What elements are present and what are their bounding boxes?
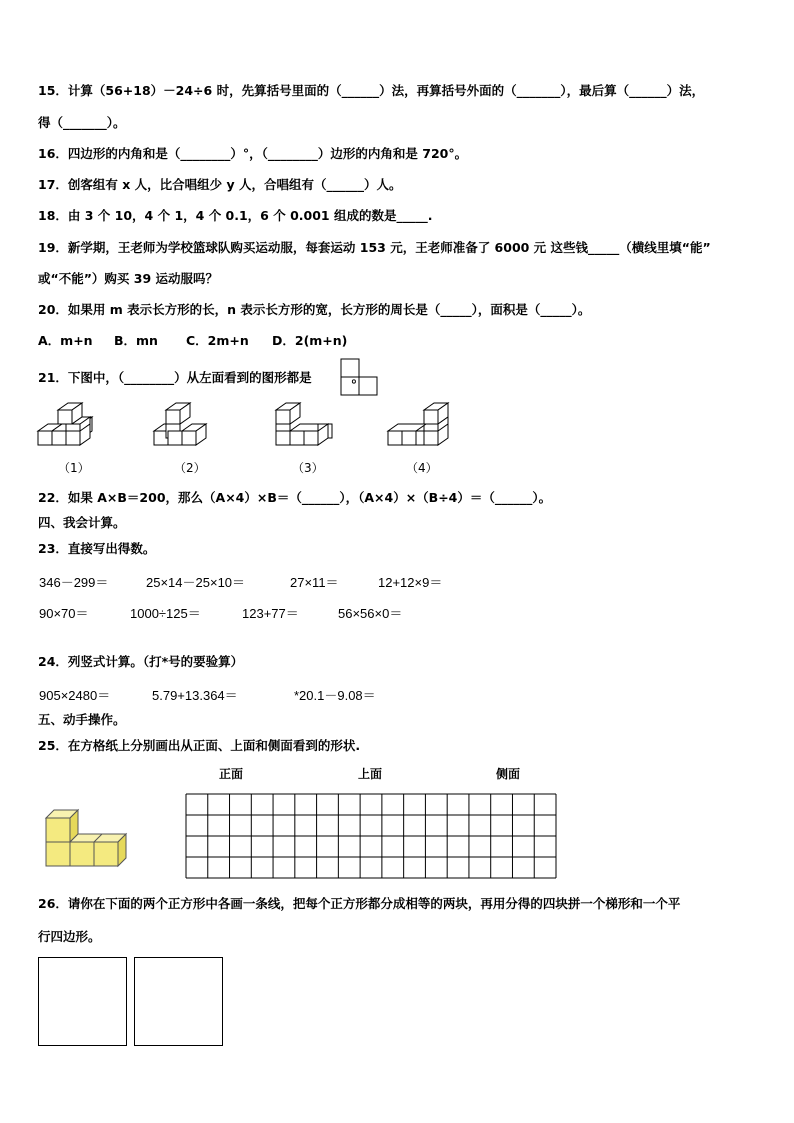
q21-figure-2 xyxy=(152,400,224,452)
q25-grid-paper[interactable] xyxy=(185,793,557,879)
q24-expr-2: 5.79+13.364＝ xyxy=(152,688,238,703)
q26-line2: 行四边形。 xyxy=(38,929,101,944)
q26-square-left[interactable] xyxy=(38,957,127,1046)
q15-line2: 得（_______）。 xyxy=(38,115,126,130)
section5-heading: 五、动手操作。 xyxy=(38,712,126,727)
q25-header-front: 正面 xyxy=(219,767,244,781)
q21-figure-1 xyxy=(36,400,108,452)
q24-expr-3: *20.1－9.08＝ xyxy=(294,688,376,703)
q26-line1: 26．请你在下面的两个正方形中各画一条线，把每个正方形都分成相等的两块，再用分得的四块拼一个梯形和一个平 xyxy=(38,896,681,911)
q25-title: 25．在方格纸上分别画出从正面、上面和侧面看到的形状. xyxy=(38,738,361,753)
q17-text: 17．创客组有 x 人，比合唱组少 y 人，合唱组有（______）人。 xyxy=(38,177,402,192)
q18-text: 18．由 3 个 10，4 个 1，4 个 0.1，6 个 0.001 组成的数是_____. xyxy=(38,208,433,223)
section4-heading: 四、我会计算。 xyxy=(38,515,126,530)
q19-line1: 19．新学期，王老师为学校篮球队购买运动服，每套运动 153 元，王老师准备了 6000 元 这些钱_____（横线里填“能” xyxy=(38,240,711,255)
q20-text: 20．如果用 m 表示长方形的长，n 表示长方形的宽，长方形的周长是（_____），面积是（_____）。 xyxy=(38,302,591,317)
q24-expr-1: 905×2480＝ xyxy=(39,688,111,703)
q23-expr-3: 27×11＝ xyxy=(290,575,339,590)
q26-square-right[interactable] xyxy=(134,957,223,1046)
q21-text xyxy=(38,369,364,387)
q25-header-top: 上面 xyxy=(358,767,383,781)
q21-text-after: 。 xyxy=(351,370,365,385)
q23-expr-5: 90×70＝ xyxy=(39,606,89,621)
q23-expr-8: 56×56×0＝ xyxy=(338,606,403,621)
q23-expr-1: 346－299＝ xyxy=(39,575,109,590)
q21-left-view-shape xyxy=(340,358,380,398)
q22-text: 22．如果 A×B＝200，那么（A×4）×B＝（______），（A×4）×（B÷4）＝（______）。 xyxy=(38,490,552,505)
q23-title: 23．直接写出得数。 xyxy=(38,541,156,556)
q21-figure-4 xyxy=(386,400,458,452)
q21-label-3: （3） xyxy=(292,461,324,475)
q21-label-4: （4） xyxy=(406,461,438,475)
q24-title: 24．列竖式计算。（打*号的要验算） xyxy=(38,654,244,669)
q20-option-d: D．2(m+n) xyxy=(272,333,348,348)
q15-line1: 15．计算（56+18）－24÷6 时，先算括号里面的（______）法，再算括号外面的（_______），最后算（______）法， xyxy=(38,83,705,98)
q25-cube-figure xyxy=(44,808,134,874)
q16-text: 16．四边形的内角和是（________）°，（________）边形的内角和是 720°。 xyxy=(38,146,468,161)
q23-expr-2: 25×14－25×10＝ xyxy=(146,575,246,590)
q21-label-2: （2） xyxy=(174,461,206,475)
q20-option-c: C．2m+n xyxy=(186,333,249,348)
q21-figure-3 xyxy=(272,400,344,452)
q20-option-b: B．mn xyxy=(114,333,158,348)
q23-expr-7: 123+77＝ xyxy=(242,606,299,621)
q21-label-1: （1） xyxy=(58,461,90,475)
q20-option-a: A．m+n xyxy=(38,333,93,348)
q21-text-before: 21．下图中，（________）从左面看到的图形都是 xyxy=(38,370,312,385)
q23-expr-4: 12+12×9＝ xyxy=(378,575,443,590)
q19-line2: 或“不能”）购买 39 运动服吗？ xyxy=(38,271,219,286)
q25-header-side: 侧面 xyxy=(496,767,521,781)
q23-expr-6: 1000÷125＝ xyxy=(130,606,201,621)
